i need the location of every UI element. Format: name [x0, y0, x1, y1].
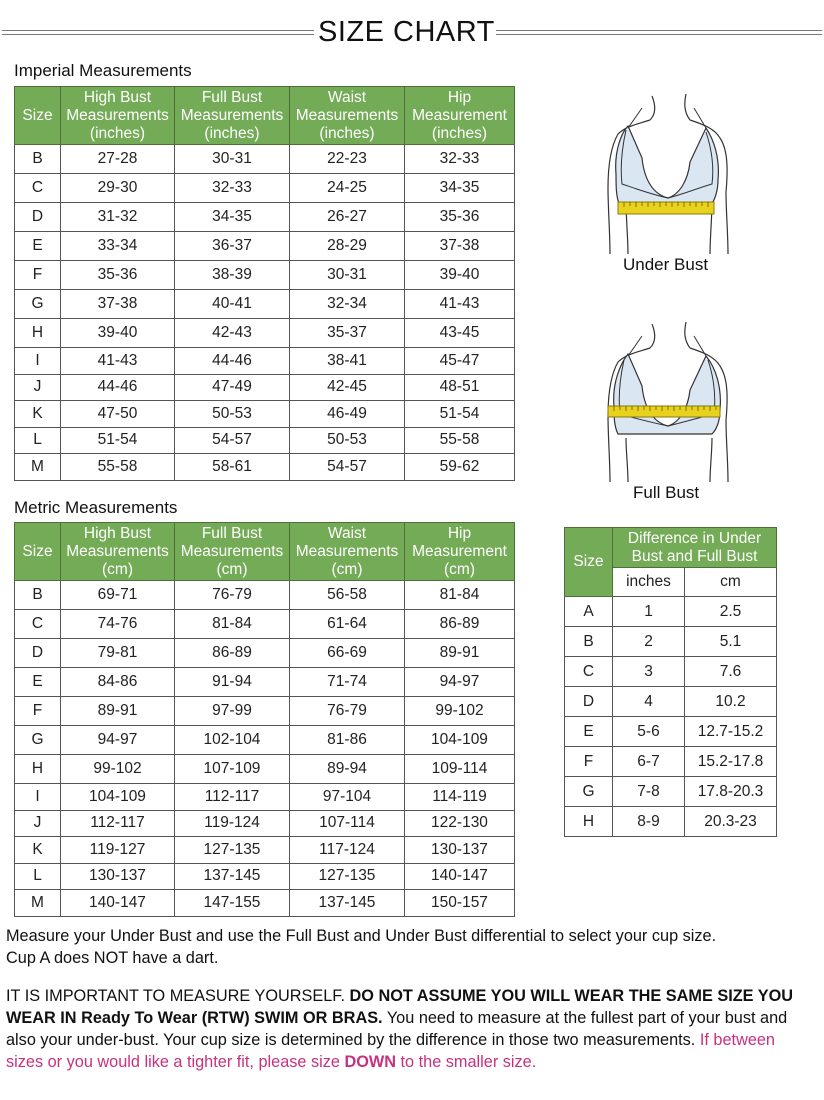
size-cell: D: [15, 639, 61, 668]
measurement-cell: 130-137: [61, 863, 175, 890]
measurement-cell: 33-34: [61, 232, 175, 261]
note-smaller-size: to the smaller size.: [396, 1053, 537, 1071]
imperial-header-2: Full Bust Measurements (inches): [175, 87, 290, 145]
measurement-cell: 37-38: [61, 290, 175, 319]
metric-body: [15, 581, 515, 917]
measurement-cell: 137-145: [290, 890, 405, 917]
measure-yourself-note: [6, 985, 814, 1073]
diff-inches-cell: 7-8: [613, 777, 685, 807]
note-measure: You need to measure at the fullest part of your bust and also your under-bust. Your cup size is determined by the difference in those two measurements.: [6, 1009, 788, 1049]
measurement-cell: 50-53: [175, 401, 290, 428]
size-cell: C: [15, 174, 61, 203]
table-row: [15, 837, 515, 864]
measurement-cell: 37-38: [405, 232, 515, 261]
diff-cm-cell: 2.5: [685, 597, 777, 627]
measurement-cell: 48-51: [405, 374, 515, 401]
table-row: [15, 454, 515, 481]
cup-size-cell: F: [565, 747, 613, 777]
size-cell: M: [15, 890, 61, 917]
measurement-cell: 107-109: [175, 755, 290, 784]
size-cell: G: [15, 726, 61, 755]
table-row: [15, 374, 515, 401]
table-row: [15, 401, 515, 428]
table-row: [15, 203, 515, 232]
size-cell: L: [15, 427, 61, 454]
table-row: [565, 747, 777, 777]
table-row: [15, 755, 515, 784]
measurement-cell: 91-94: [175, 668, 290, 697]
measurement-cell: 56-58: [290, 581, 405, 610]
measurement-cell: 42-45: [290, 374, 405, 401]
diff-cm-cell: 5.1: [685, 627, 777, 657]
size-cell: K: [15, 837, 61, 864]
difference-table: [564, 527, 777, 837]
measurement-cell: 54-57: [175, 427, 290, 454]
diff-inches-cell: 6-7: [613, 747, 685, 777]
measurement-cell: 59-62: [405, 454, 515, 481]
measurement-cell: 27-28: [61, 145, 175, 174]
imperial-header-4: Hip Measurement (inches): [405, 87, 515, 145]
difference-body: [565, 597, 777, 837]
metric-header-3: Waist Measurements (cm): [290, 523, 405, 581]
table-row: [15, 174, 515, 203]
measurement-cell: 104-109: [61, 784, 175, 811]
measurement-cell: 50-53: [290, 427, 405, 454]
size-cell: E: [15, 668, 61, 697]
table-row: [15, 232, 515, 261]
diff-cm-cell: 10.2: [685, 687, 777, 717]
metric-header-0: Size: [15, 523, 61, 581]
measurement-cell: 38-39: [175, 261, 290, 290]
size-cell: F: [15, 261, 61, 290]
diff-cm-cell: 7.6: [685, 657, 777, 687]
table-row: [565, 657, 777, 687]
size-cell: I: [15, 348, 61, 375]
size-cell: F: [15, 697, 61, 726]
instruction-line-1: Measure your Under Bust and use the Full Bust and Under Bust differential to select your cup size.: [6, 927, 717, 945]
measurement-cell: 137-145: [175, 863, 290, 890]
measurement-cell: 79-81: [61, 639, 175, 668]
measurement-cell: 94-97: [61, 726, 175, 755]
measurement-cell: 147-155: [175, 890, 290, 917]
measurement-cell: 76-79: [175, 581, 290, 610]
measurement-cell: 35-36: [405, 203, 515, 232]
full-bust-illustration: [598, 316, 740, 486]
measurement-cell: 51-54: [61, 427, 175, 454]
imperial-header-0: Size: [15, 87, 61, 145]
size-cell: J: [15, 810, 61, 837]
unit-cm: cm: [685, 568, 777, 597]
difference-header-row: [565, 528, 777, 568]
measurement-cell: 69-71: [61, 581, 175, 610]
measurement-cell: 94-97: [405, 668, 515, 697]
measurement-cell: 81-86: [290, 726, 405, 755]
measurement-cell: 140-147: [405, 863, 515, 890]
imperial-table: [14, 86, 515, 481]
measurement-cell: 41-43: [61, 348, 175, 375]
measurement-cell: 32-34: [290, 290, 405, 319]
table-row: [15, 145, 515, 174]
measurement-cell: 55-58: [61, 454, 175, 481]
measurement-cell: 89-94: [290, 755, 405, 784]
note-tighter-fit: If between sizes or you would like a tighter fit, please size: [6, 1031, 775, 1071]
size-cell: B: [15, 145, 61, 174]
imperial-header-row: [15, 87, 515, 145]
cup-instructions: [6, 925, 821, 969]
measurement-cell: 130-137: [405, 837, 515, 864]
diff-cm-cell: 17.8-20.3: [685, 777, 777, 807]
table-row: [565, 597, 777, 627]
table-row: [15, 668, 515, 697]
measurement-cell: 81-84: [175, 610, 290, 639]
measurement-cell: 46-49: [290, 401, 405, 428]
diff-cm-cell: 12.7-15.2: [685, 717, 777, 747]
measurement-cell: 84-86: [61, 668, 175, 697]
diff-inches-cell: 8-9: [613, 807, 685, 837]
measurement-cell: 122-130: [405, 810, 515, 837]
table-row: [15, 261, 515, 290]
size-cell: C: [15, 610, 61, 639]
measurement-cell: 150-157: [405, 890, 515, 917]
page-title: SIZE CHART: [318, 16, 495, 48]
measurement-cell: 109-114: [405, 755, 515, 784]
table-row: [15, 726, 515, 755]
measurement-cell: 28-29: [290, 232, 405, 261]
measurement-cell: 140-147: [61, 890, 175, 917]
measurement-cell: 127-135: [175, 837, 290, 864]
diff-inches-cell: 1: [613, 597, 685, 627]
measurement-cell: 81-84: [405, 581, 515, 610]
measurement-cell: 112-117: [61, 810, 175, 837]
size-cell: M: [15, 454, 61, 481]
cup-size-cell: C: [565, 657, 613, 687]
diff-inches-cell: 2: [613, 627, 685, 657]
table-row: [15, 319, 515, 348]
metric-label: Metric Measurements: [14, 498, 178, 517]
size-cell: D: [15, 203, 61, 232]
measurement-cell: 54-57: [290, 454, 405, 481]
measurement-cell: 45-47: [405, 348, 515, 375]
measurement-cell: 39-40: [405, 261, 515, 290]
measurement-cell: 34-35: [405, 174, 515, 203]
table-row: [15, 290, 515, 319]
measurement-cell: 43-45: [405, 319, 515, 348]
measurement-cell: 31-32: [61, 203, 175, 232]
title-bar: [0, 14, 824, 50]
diff-inches-cell: 4: [613, 687, 685, 717]
imperial-header-3: Waist Measurements (inches): [290, 87, 405, 145]
measurement-cell: 99-102: [405, 697, 515, 726]
cup-size-cell: G: [565, 777, 613, 807]
measurement-cell: 30-31: [175, 145, 290, 174]
difference-size-header: Size: [565, 528, 613, 597]
metric-header-1: High Bust Measurements (cm): [61, 523, 175, 581]
bra-shape: [614, 354, 721, 434]
table-row: [15, 810, 515, 837]
table-row: [15, 863, 515, 890]
table-row: [15, 890, 515, 917]
difference-title-header: Difference in Under Bust and Full Bust: [613, 528, 777, 568]
measurement-cell: 35-37: [290, 319, 405, 348]
measurement-cell: 99-102: [61, 755, 175, 784]
measurement-cell: 22-23: [290, 145, 405, 174]
cup-size-cell: B: [565, 627, 613, 657]
measurement-cell: 114-119: [405, 784, 515, 811]
table-row: [15, 348, 515, 375]
measurement-cell: 104-109: [405, 726, 515, 755]
measurement-cell: 26-27: [290, 203, 405, 232]
measurement-cell: 89-91: [405, 639, 515, 668]
table-row: [15, 639, 515, 668]
table-row: [15, 784, 515, 811]
measurement-cell: 112-117: [175, 784, 290, 811]
size-cell: H: [15, 319, 61, 348]
measurement-cell: 39-40: [61, 319, 175, 348]
metric-header-4: Hip Measurement (cm): [405, 523, 515, 581]
under-bust-illustration: [598, 88, 740, 258]
measurement-cell: 32-33: [405, 145, 515, 174]
measurement-cell: 44-46: [61, 374, 175, 401]
measurement-cell: 47-49: [175, 374, 290, 401]
size-cell: G: [15, 290, 61, 319]
measurement-cell: 55-58: [405, 427, 515, 454]
measurement-cell: 117-124: [290, 837, 405, 864]
bra-shape: [616, 126, 719, 206]
measurement-cell: 30-31: [290, 261, 405, 290]
measurement-cell: 42-43: [175, 319, 290, 348]
metric-header-2: Full Bust Measurements (cm): [175, 523, 290, 581]
measurement-cell: 61-64: [290, 610, 405, 639]
note-intro: IT IS IMPORTANT TO MEASURE YOURSELF.: [6, 987, 350, 1005]
measurement-cell: 35-36: [61, 261, 175, 290]
measurement-cell: 76-79: [290, 697, 405, 726]
metric-table: [14, 522, 515, 917]
measurement-cell: 127-135: [290, 863, 405, 890]
diff-inches-cell: 5-6: [613, 717, 685, 747]
title-rule-left: [2, 30, 314, 35]
measurement-cell: 58-61: [175, 454, 290, 481]
measurement-cell: 102-104: [175, 726, 290, 755]
size-cell: H: [15, 755, 61, 784]
table-row: [565, 777, 777, 807]
table-row: [15, 427, 515, 454]
size-cell: L: [15, 863, 61, 890]
measurement-cell: 89-91: [61, 697, 175, 726]
cup-size-cell: E: [565, 717, 613, 747]
diff-cm-cell: 20.3-23: [685, 807, 777, 837]
size-cell: B: [15, 581, 61, 610]
measurement-cell: 74-76: [61, 610, 175, 639]
imperial-body: [15, 145, 515, 481]
table-row: [565, 807, 777, 837]
size-cell: K: [15, 401, 61, 428]
table-row: [565, 717, 777, 747]
measurement-cell: 107-114: [290, 810, 405, 837]
measurement-cell: 86-89: [405, 610, 515, 639]
measurement-cell: 119-124: [175, 810, 290, 837]
imperial-label: Imperial Measurements: [14, 61, 192, 80]
table-row: [565, 687, 777, 717]
measurement-cell: 34-35: [175, 203, 290, 232]
measurement-cell: 41-43: [405, 290, 515, 319]
measurement-cell: 29-30: [61, 174, 175, 203]
table-row: [15, 610, 515, 639]
full-bust-caption: Full Bust: [633, 483, 700, 502]
note-warning: DO NOT ASSUME YOU WILL WEAR THE SAME SIZE YOU WEAR IN Ready To Wear (RTW) SWIM OR BRAS.: [6, 987, 794, 1027]
metric-header-row: [15, 523, 515, 581]
table-row: [15, 697, 515, 726]
size-cell: E: [15, 232, 61, 261]
title-rule-right: [496, 30, 822, 35]
imperial-header-1: High Bust Measurements (inches): [61, 87, 175, 145]
cup-size-cell: A: [565, 597, 613, 627]
size-cell: I: [15, 784, 61, 811]
measurement-cell: 97-99: [175, 697, 290, 726]
unit-inches: inches: [613, 568, 685, 597]
measuring-tape: [608, 406, 720, 417]
measurement-cell: 71-74: [290, 668, 405, 697]
measurement-cell: 51-54: [405, 401, 515, 428]
measurement-cell: 86-89: [175, 639, 290, 668]
size-cell: J: [15, 374, 61, 401]
diff-cm-cell: 15.2-17.8: [685, 747, 777, 777]
measurement-cell: 66-69: [290, 639, 405, 668]
measurement-cell: 119-127: [61, 837, 175, 864]
cup-size-cell: D: [565, 687, 613, 717]
measurement-cell: 24-25: [290, 174, 405, 203]
table-row: [15, 581, 515, 610]
under-bust-caption: Under Bust: [623, 255, 709, 274]
cup-size-cell: H: [565, 807, 613, 837]
measurement-cell: 38-41: [290, 348, 405, 375]
measurement-cell: 47-50: [61, 401, 175, 428]
table-row: [565, 627, 777, 657]
measurement-cell: 44-46: [175, 348, 290, 375]
measurement-cell: 32-33: [175, 174, 290, 203]
instruction-line-2: Cup A does NOT have a dart.: [6, 949, 219, 967]
measurement-cell: 97-104: [290, 784, 405, 811]
measurement-cell: 36-37: [175, 232, 290, 261]
diff-inches-cell: 3: [613, 657, 685, 687]
measurement-cell: 40-41: [175, 290, 290, 319]
note-down: DOWN: [344, 1053, 396, 1071]
